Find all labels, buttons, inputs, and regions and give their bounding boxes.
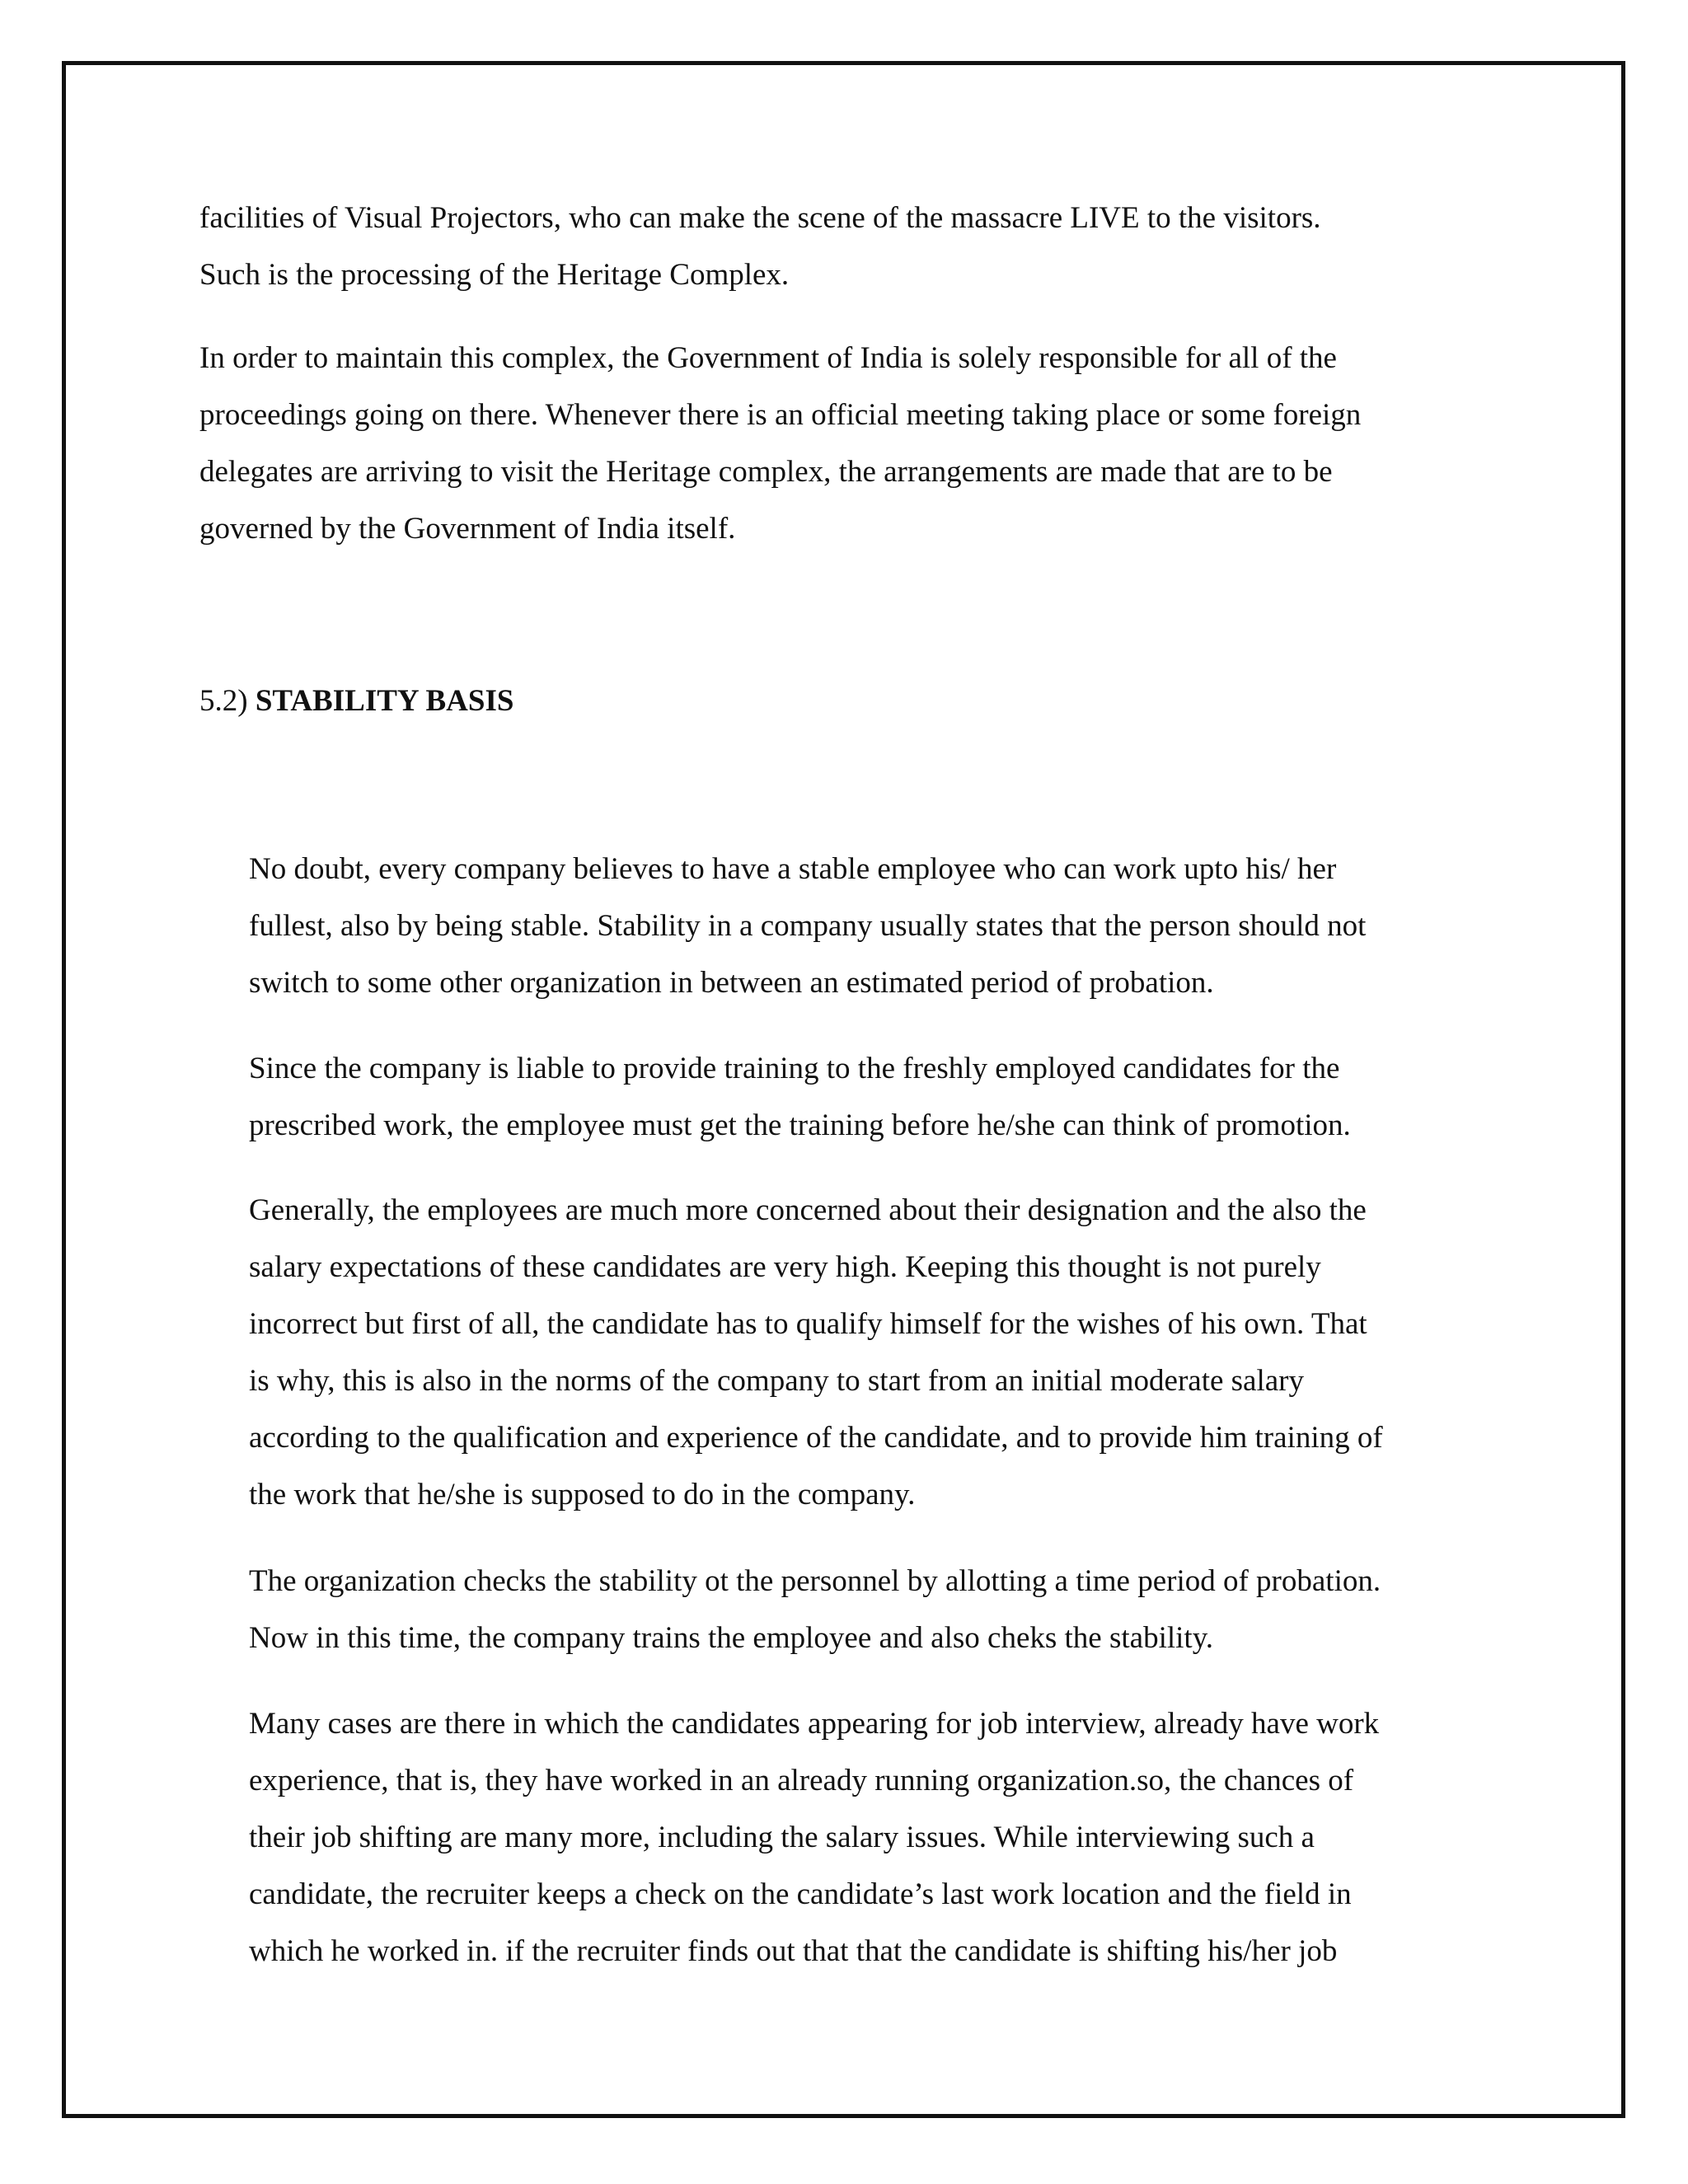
paragraph-heritage-processing [199,190,1321,303]
text-line: proceedings going on there. Whenever there is an official meeting taking place or some foreign [199,398,1362,432]
text-line: experience, that is, they have worked in an already running organization.so, the chances of [249,1764,1354,1797]
paragraph-probation [249,1553,1381,1666]
text-line: The organization checks the stability ot the personnel by allotting a time period of probation. [249,1564,1381,1598]
paragraph-training [249,1040,1351,1154]
text-line: No doubt, every company believes to have a stable employee who can work upto his/ her [249,852,1337,886]
text-line: delegates are arriving to visit the Heritage complex, the arrangements are made that are to be [199,455,1333,489]
text-line: prescribed work, the employee must get the training before he/she can think of promotion. [249,1108,1351,1142]
text-line: Such is the processing of the Heritage Complex. [199,258,790,292]
section-number: 5.2) [199,684,248,718]
text-line: governed by the Government of India itself. [199,512,736,546]
text-line: Since the company is liable to provide training to the freshly employed candidates for the [249,1052,1340,1085]
text-line: Now in this time, the company trains the employee and also cheks the stability. [249,1621,1214,1655]
text-line: fullest, also by being stable. Stability in a company usually states that the person should not [249,909,1367,943]
text-line: In order to maintain this complex, the Government of India is solely responsible for all of the [199,341,1337,375]
text-line: according to the qualification and experience of the candidate, and to provide him training of [249,1421,1383,1455]
text-line: switch to some other organization in between an estimated period of probation. [249,966,1214,1000]
paragraph-work-experience [249,1695,1379,1980]
paragraph-stable-employee [249,841,1366,1011]
text-line: candidate, the recruiter keeps a check on the candidate’s last work location and the field in [249,1877,1352,1911]
text-line: which he worked in. if the recruiter finds out that that the candidate is shifting his/her job [249,1934,1338,1968]
text-line: their job shifting are many more, including the salary issues. While interviewing such a [249,1821,1315,1854]
text-line: Many cases are there in which the candidates appearing for job interview, already have work [249,1707,1380,1741]
text-line: Generally, the employees are much more concerned about their designation and the also the [249,1193,1367,1227]
text-line: facilities of Visual Projectors, who can make the scene of the massacre LIVE to the visitors. [199,201,1321,235]
paragraph-government-responsibility [199,330,1361,557]
paragraph-designation-salary [249,1182,1383,1523]
text-line: is why, this is also in the norms of the company to start from an initial moderate salary [249,1364,1305,1398]
text-line: salary expectations of these candidates are very high. Keeping this thought is not purely [249,1250,1321,1284]
section-title: STABILITY BASIS [255,684,514,718]
text-line: incorrect but first of all, the candidate has to qualify himself for the wishes of his own. That [249,1307,1367,1341]
text-line: the work that he/she is supposed to do in the company. [249,1478,916,1511]
section-heading [199,673,513,729]
